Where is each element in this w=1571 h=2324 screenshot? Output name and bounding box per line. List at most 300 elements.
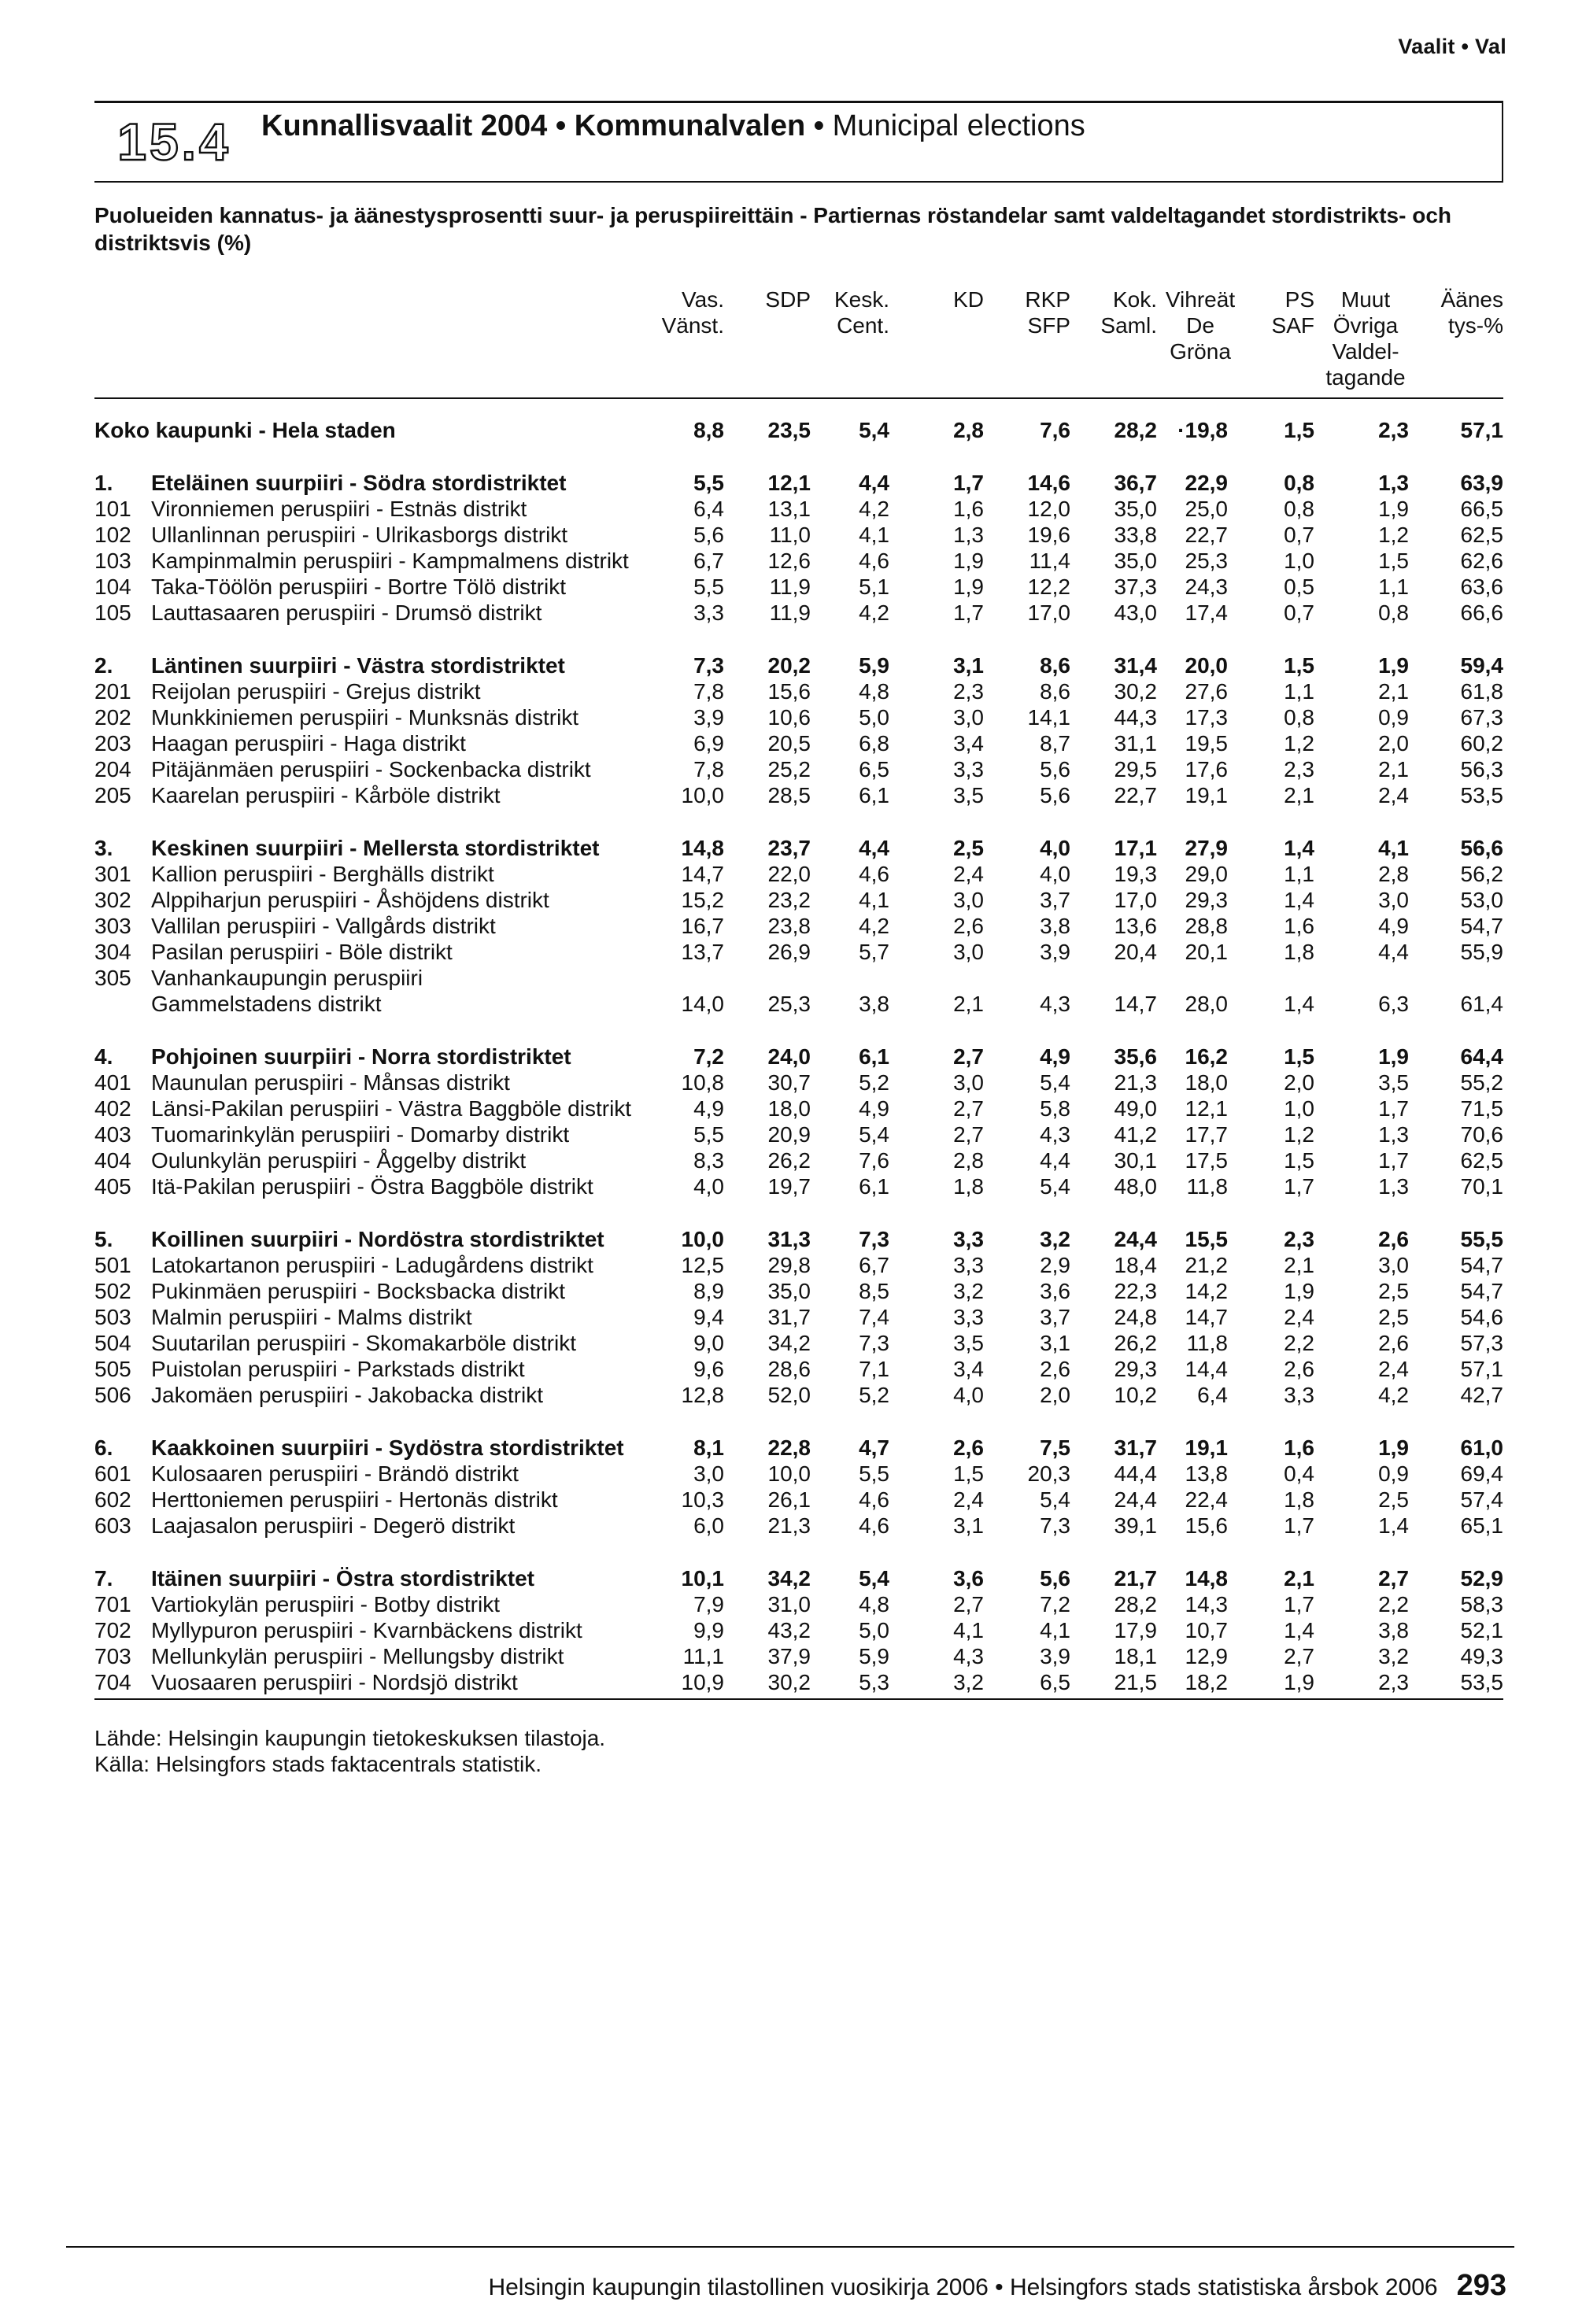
- cell-value: 4,1: [953, 1618, 984, 1642]
- cell-value: 19,5: [1185, 731, 1228, 756]
- cell-value: 31,7: [1114, 1435, 1157, 1460]
- cell-value: ·19,8: [1177, 418, 1228, 442]
- cell-value: 21,3: [1114, 1070, 1157, 1095]
- cell-value: 11,9: [769, 575, 811, 599]
- cell-value: 6,3: [1378, 992, 1409, 1016]
- cell-value: 5,5: [693, 1122, 724, 1147]
- row-name: Läntinen suurpiiri - Västra stordistriktet: [151, 653, 565, 678]
- cell-value: 4,4: [1378, 940, 1409, 964]
- cell-value: 15,2: [681, 888, 724, 912]
- cell-value: 7,1: [859, 1357, 889, 1381]
- row-name: Reijolan peruspiiri - Grejus distrikt: [151, 679, 481, 704]
- cell-value: 10,1: [681, 1566, 724, 1591]
- cell-value: 2,0: [1378, 731, 1409, 756]
- row-name: Munkkiniemen peruspiiri - Munksnäs distrikt: [151, 705, 579, 730]
- cell-value: 0,8: [1378, 600, 1409, 625]
- col-head-kd: KD: [953, 287, 984, 312]
- source-swedish: Källa: Helsingfors stads faktacentrals statistik.: [94, 1752, 542, 1776]
- cell-value: 11,8: [1186, 1331, 1228, 1355]
- row-code: 404: [94, 1148, 131, 1173]
- cell-value: 10,6: [767, 705, 811, 730]
- cell-value: 3,6: [953, 1566, 984, 1591]
- cell-value: 3,8: [1040, 914, 1070, 938]
- cell-value: 12,1: [767, 471, 811, 495]
- district-row: [0, 756, 1571, 782]
- district-row: [0, 887, 1571, 913]
- cell-value: 57,3: [1460, 1331, 1503, 1355]
- row-code: 103: [94, 549, 131, 573]
- cell-value: 3,5: [1378, 1070, 1409, 1095]
- row-code: 2.: [94, 653, 113, 678]
- total-row: [0, 417, 1571, 443]
- cell-value: 2,2: [1378, 1592, 1409, 1616]
- district-row-continued: [0, 991, 1571, 1017]
- cell-value: 31,0: [767, 1592, 811, 1616]
- cell-value: 22,3: [1114, 1279, 1157, 1303]
- cell-value: 4,9: [859, 1096, 889, 1121]
- cell-value: 43,2: [767, 1618, 811, 1642]
- cell-value: 7,2: [693, 1044, 724, 1069]
- cell-value: 20,1: [1185, 940, 1228, 964]
- cell-value: 3,3: [953, 1305, 984, 1329]
- cell-value: 1,1: [1284, 679, 1314, 704]
- cell-value: 2,5: [953, 836, 984, 860]
- cell-value: 3,0: [953, 1070, 984, 1095]
- cell-value: 7,6: [859, 1148, 889, 1173]
- cell-value: 2,6: [1040, 1357, 1070, 1381]
- cell-value: 1,4: [1284, 1618, 1314, 1642]
- cell-value: 4,2: [859, 497, 889, 521]
- cell-value: 35,0: [1114, 549, 1157, 573]
- cell-value: 29,3: [1114, 1357, 1157, 1381]
- cell-value: 4,7: [859, 1435, 889, 1460]
- cell-value: 30,1: [1114, 1148, 1157, 1173]
- cell-value: 52,1: [1460, 1618, 1503, 1642]
- cell-value: 2,1: [953, 992, 984, 1016]
- cell-value: 20,4: [1114, 940, 1157, 964]
- row-name: Malmin peruspiiri - Malms distrikt: [151, 1305, 472, 1329]
- cell-value: 12,6: [767, 549, 811, 573]
- cell-value: 4,1: [1378, 836, 1409, 860]
- cell-value: 17,5: [1185, 1148, 1228, 1173]
- cell-value: 6,8: [859, 731, 889, 756]
- col-head-ps: PS SAF: [1271, 287, 1314, 338]
- cell-value: 4,4: [1040, 1148, 1070, 1173]
- cell-value: 52,0: [767, 1383, 811, 1407]
- cell-value: 7,8: [693, 679, 724, 704]
- cell-value: 14,7: [1114, 992, 1157, 1016]
- cell-value: 63,6: [1460, 575, 1503, 599]
- cell-value: 13,8: [1185, 1461, 1228, 1486]
- row-name: Taka-Töölön peruspiiri - Bortre Tölö distrikt: [151, 575, 567, 599]
- cell-value: 19,3: [1114, 862, 1157, 886]
- district-row: [0, 1095, 1571, 1121]
- cell-value: 1,5: [1284, 653, 1314, 678]
- cell-value: 6,1: [859, 1044, 889, 1069]
- cell-value: 1,8: [1284, 940, 1314, 964]
- district-row: [0, 704, 1571, 730]
- cell-value: 3,1: [953, 653, 984, 678]
- cell-value: 0,7: [1284, 523, 1314, 547]
- cell-value: 17,7: [1185, 1122, 1228, 1147]
- cell-value: 0,8: [1284, 705, 1314, 730]
- cell-value: 9,4: [693, 1305, 724, 1329]
- cell-value: 2,3: [1284, 757, 1314, 781]
- cell-value: 18,0: [767, 1096, 811, 1121]
- cell-value: 23,7: [767, 836, 811, 860]
- cell-value: 19,7: [767, 1174, 811, 1199]
- district-row: [0, 496, 1571, 522]
- cell-value: 21,2: [1185, 1253, 1228, 1277]
- cell-value: 2,3: [1378, 1670, 1409, 1694]
- cell-value: 6,4: [693, 497, 724, 521]
- cell-value: 24,0: [767, 1044, 811, 1069]
- page-footer: [488, 2270, 1506, 2304]
- cell-value: 1,5: [953, 1461, 984, 1486]
- cell-value: 1,8: [1284, 1487, 1314, 1512]
- cell-value: 23,8: [767, 914, 811, 938]
- cell-value: 3,0: [693, 1461, 724, 1486]
- cell-value: 66,5: [1460, 497, 1503, 521]
- cell-value: 1,9: [1284, 1279, 1314, 1303]
- cell-value: 2,1: [1284, 1566, 1314, 1591]
- cell-value: 1,1: [1378, 575, 1409, 599]
- cell-value: 6,5: [1040, 1670, 1070, 1694]
- cell-value: 3,0: [953, 705, 984, 730]
- stordistrikt-row: [0, 835, 1571, 861]
- cell-value: 14,1: [1027, 705, 1070, 730]
- cell-value: 2,1: [1378, 679, 1409, 704]
- cell-value: 0,9: [1378, 1461, 1409, 1486]
- row-name: Kampinmalmin peruspiiri - Kampmalmens distrikt: [151, 549, 629, 573]
- cell-value: 4,1: [859, 523, 889, 547]
- cell-value: 9,9: [693, 1618, 724, 1642]
- cell-value: 5,1: [859, 575, 889, 599]
- cell-value: 35,0: [1114, 497, 1157, 521]
- cell-value: 3,4: [953, 1357, 984, 1381]
- cell-value: 20,9: [767, 1122, 811, 1147]
- cell-value: 0,9: [1378, 705, 1409, 730]
- cell-value: 2,3: [1284, 1227, 1314, 1251]
- row-code: 104: [94, 575, 131, 599]
- cell-value: 5,4: [1040, 1487, 1070, 1512]
- cell-value: 54,7: [1460, 1279, 1503, 1303]
- cell-value: 1,9: [1284, 1670, 1314, 1694]
- row-code: 4.: [94, 1044, 113, 1069]
- cell-value: 4,6: [859, 549, 889, 573]
- district-row: [0, 782, 1571, 808]
- cell-value: 53,0: [1460, 888, 1503, 912]
- cell-value: 5,9: [859, 1644, 889, 1668]
- cell-value: 1,7: [1378, 1148, 1409, 1173]
- cell-value: 18,4: [1114, 1253, 1157, 1277]
- cell-value: 48,0: [1114, 1174, 1157, 1199]
- cell-value: 3,5: [953, 1331, 984, 1355]
- cell-value: 53,5: [1460, 1670, 1503, 1694]
- cell-value: 6,0: [693, 1513, 724, 1538]
- cell-value: 5,9: [859, 653, 889, 678]
- cell-value: 10,8: [681, 1070, 724, 1095]
- cell-value: 5,7: [859, 940, 889, 964]
- cell-value: 29,0: [1185, 862, 1228, 886]
- cell-value: 12,9: [1185, 1644, 1228, 1668]
- cell-value: 1,0: [1284, 549, 1314, 573]
- cell-value: 57,4: [1460, 1487, 1503, 1512]
- col-head-vas: Vas. Vänst.: [661, 287, 724, 338]
- cell-value: 49,0: [1114, 1096, 1157, 1121]
- cell-value: 1,7: [1284, 1174, 1314, 1199]
- cell-value: 55,2: [1460, 1070, 1503, 1095]
- cell-value: 1,2: [1284, 731, 1314, 756]
- cell-value: 19,1: [1185, 783, 1228, 807]
- cell-value: 14,6: [1027, 471, 1070, 495]
- cell-value: 3,2: [953, 1670, 984, 1694]
- district-row: [0, 1278, 1571, 1304]
- cell-value: 62,5: [1460, 523, 1503, 547]
- cell-value: 11,9: [769, 600, 811, 625]
- cell-value: 1,5: [1284, 1148, 1314, 1173]
- cell-value: 2,7: [953, 1122, 984, 1147]
- cell-value: 4,1: [859, 888, 889, 912]
- cell-value: 2,0: [1284, 1070, 1314, 1095]
- cell-value: 3,3: [953, 1253, 984, 1277]
- cell-value: 55,9: [1460, 940, 1503, 964]
- cell-value: 4,8: [859, 679, 889, 704]
- cell-value: 4,6: [859, 862, 889, 886]
- cell-value: 5,4: [859, 1566, 889, 1591]
- cell-value: 3,2: [1040, 1227, 1070, 1251]
- table-subtitle: Puolueiden kannatus- ja äänestysprosentti suur- ja peruspiireittäin - Partiernas röstandelar samt valdeltagandet stordistrikts- och distriktsvis (%): [94, 203, 1452, 255]
- cell-value: 28,8: [1185, 914, 1228, 938]
- row-code: 504: [94, 1331, 131, 1355]
- row-code: 501: [94, 1253, 131, 1277]
- row-name: Kulosaaren peruspiiri - Brändö distrikt: [151, 1461, 519, 1486]
- cell-value: 23,5: [767, 418, 811, 442]
- cell-value: 5,4: [1040, 1174, 1070, 1199]
- cell-value: 5,0: [859, 1618, 889, 1642]
- cell-value: 15,5: [1185, 1227, 1228, 1251]
- row-name: Vuosaaren peruspiiri - Nordsjö distrikt: [151, 1670, 518, 1694]
- cell-value: 7,3: [693, 653, 724, 678]
- cell-value: 54,6: [1460, 1305, 1503, 1329]
- cell-value: 4,0: [1040, 862, 1070, 886]
- row-code: 204: [94, 757, 131, 781]
- cell-value: 28,5: [767, 783, 811, 807]
- cell-value: 70,1: [1460, 1174, 1503, 1199]
- cell-value: 54,7: [1460, 914, 1503, 938]
- row-name: Länsi-Pakilan peruspiiri - Västra Baggböle distrikt: [151, 1096, 632, 1121]
- row-name: Eteläinen suurpiiri - Södra stordistriktet: [151, 471, 567, 495]
- col-head-muut: Muut Övriga Valdel- tagande: [1325, 287, 1406, 390]
- cell-value: 3,3: [693, 600, 724, 625]
- cell-value: 15,6: [1185, 1513, 1228, 1538]
- cell-value: 29,3: [1185, 888, 1228, 912]
- cell-value: 35,6: [1114, 1044, 1157, 1069]
- cell-value: 1,3: [1378, 1122, 1409, 1147]
- row-name: Ullanlinnan peruspiiri - Ulrikasborgs distrikt: [151, 523, 568, 547]
- cell-value: 3,8: [859, 992, 889, 1016]
- cell-value: 22,9: [1185, 471, 1228, 495]
- cell-value: 4,2: [859, 914, 889, 938]
- cell-value: 1,3: [1378, 1174, 1409, 1199]
- cell-value: 2,5: [1378, 1305, 1409, 1329]
- cell-value: 4,9: [1378, 914, 1409, 938]
- cell-value: 31,1: [1114, 731, 1157, 756]
- cell-value: 5,2: [859, 1383, 889, 1407]
- district-row: [0, 1304, 1571, 1330]
- district-row: [0, 1382, 1571, 1408]
- cell-value: 31,7: [767, 1305, 811, 1329]
- cell-value: 1,0: [1284, 1096, 1314, 1121]
- cell-value: 21,3: [767, 1513, 811, 1538]
- cell-value: 2,3: [953, 679, 984, 704]
- cell-value: 4,0: [1040, 836, 1070, 860]
- row-code: 603: [94, 1513, 131, 1538]
- row-code: 403: [94, 1122, 131, 1147]
- cell-value: 5,6: [693, 523, 724, 547]
- cell-value: 66,6: [1460, 600, 1503, 625]
- cell-value: 2,5: [1378, 1279, 1409, 1303]
- source-finnish: Lähde: Helsingin kaupungin tietokeskuksen tilastoja.: [94, 1726, 606, 1750]
- cell-value: 17,0: [1027, 600, 1070, 625]
- cell-value: 2,7: [1378, 1566, 1409, 1591]
- cell-value: 1,3: [1378, 471, 1409, 495]
- cell-value: 29,5: [1114, 757, 1157, 781]
- cell-value: 12,5: [681, 1253, 724, 1277]
- district-row: [0, 861, 1571, 887]
- cell-value: 21,5: [1114, 1670, 1157, 1694]
- cell-value: 1,6: [1284, 1435, 1314, 1460]
- cell-value: 2,8: [953, 418, 984, 442]
- cell-value: 18,0: [1185, 1070, 1228, 1095]
- cell-value: 28,2: [1114, 418, 1157, 442]
- cell-value: 12,1: [1185, 1096, 1228, 1121]
- cell-value: 56,3: [1460, 757, 1503, 781]
- cell-value: 3,3: [953, 757, 984, 781]
- cell-value: 28,2: [1114, 1592, 1157, 1616]
- cell-value: 10,7: [1185, 1618, 1228, 1642]
- cell-value: 3,5: [953, 783, 984, 807]
- cell-value: 4,6: [859, 1487, 889, 1512]
- cell-value: 7,3: [859, 1331, 889, 1355]
- district-row: [0, 1461, 1571, 1487]
- cell-value: 21,7: [1114, 1566, 1157, 1591]
- cell-value: 2,4: [953, 1487, 984, 1512]
- district-row: [0, 1487, 1571, 1513]
- district-row: [0, 965, 1571, 991]
- row-name: Alppiharjun peruspiiri - Åshöjdens distrikt: [151, 888, 549, 912]
- cell-value: 1,4: [1284, 836, 1314, 860]
- header-rule: [94, 397, 1503, 399]
- cell-value: 57,1: [1460, 1357, 1503, 1381]
- cell-value: 1,7: [953, 471, 984, 495]
- table-bottom-rule: [94, 1698, 1503, 1700]
- cell-value: 0,8: [1284, 471, 1314, 495]
- cell-value: 29,8: [767, 1253, 811, 1277]
- cell-value: 25,3: [767, 992, 811, 1016]
- cell-value: 37,9: [767, 1644, 811, 1668]
- cell-value: 30,7: [767, 1070, 811, 1095]
- cell-value: 7,3: [1040, 1513, 1070, 1538]
- page-number: 293: [1456, 2269, 1506, 2302]
- cell-value: 3,7: [1040, 1305, 1070, 1329]
- cell-value: 8,5: [859, 1279, 889, 1303]
- cell-value: 5,6: [1040, 757, 1070, 781]
- cell-value: 2,0: [1040, 1383, 1070, 1407]
- row-code: 105: [94, 600, 131, 625]
- cell-value: 1,5: [1378, 549, 1409, 573]
- col-head-vihreat: Vihreät De Gröna: [1165, 287, 1236, 364]
- cell-value: 12,0: [1027, 497, 1070, 521]
- cell-value: 2,6: [1378, 1227, 1409, 1251]
- cell-value: 57,1: [1460, 418, 1503, 442]
- cell-value: 33,8: [1114, 523, 1157, 547]
- row-name: Myllypuron peruspiiri - Kvarnbäckens distrikt: [151, 1618, 582, 1642]
- cell-value: 63,9: [1460, 471, 1503, 495]
- cell-value: 3,9: [693, 705, 724, 730]
- row-name: Keskinen suurpiiri - Mellersta stordistriktet: [151, 836, 600, 860]
- district-row: [0, 1356, 1571, 1382]
- cell-value: 2,2: [1284, 1331, 1314, 1355]
- cell-value: 67,3: [1460, 705, 1503, 730]
- row-code: 304: [94, 940, 131, 964]
- row-code: 3.: [94, 836, 113, 860]
- cell-value: 17,9: [1114, 1618, 1157, 1642]
- row-code: 401: [94, 1070, 131, 1095]
- cell-value: 7,5: [1040, 1435, 1070, 1460]
- cell-value: 62,5: [1460, 1148, 1503, 1173]
- row-code: 506: [94, 1383, 131, 1407]
- cell-value: 14,0: [681, 992, 724, 1016]
- cell-value: 69,4: [1460, 1461, 1503, 1486]
- footer-rule: [66, 2246, 1514, 2248]
- row-name: Vartiokylän peruspiiri - Botby distrikt: [151, 1592, 500, 1616]
- district-row: [0, 1643, 1571, 1669]
- cell-value: 17,3: [1185, 705, 1228, 730]
- cell-value: 26,9: [767, 940, 811, 964]
- cell-value: 25,3: [1185, 549, 1228, 573]
- cell-value: 16,2: [1185, 1044, 1228, 1069]
- cell-value: 35,0: [767, 1279, 811, 1303]
- row-name: Lauttasaaren peruspiiri - Drumsö distrikt: [151, 600, 542, 625]
- cell-value: 4,0: [953, 1383, 984, 1407]
- cell-value: 1,7: [1284, 1592, 1314, 1616]
- cell-value: 5,5: [693, 575, 724, 599]
- row-name: Kallion peruspiiri - Berghälls distrikt: [151, 862, 494, 886]
- cell-value: 10,0: [681, 1227, 724, 1251]
- row-name: Herttoniemen peruspiiri - Hertonäs distrikt: [151, 1487, 558, 1512]
- cell-value: 1,6: [1284, 914, 1314, 938]
- row-name: Suutarilan peruspiiri - Skomakarböle distrikt: [151, 1331, 576, 1355]
- cell-value: 17,1: [1114, 836, 1157, 860]
- table-title-regular: Municipal elections: [832, 109, 1085, 142]
- cell-value: 27,6: [1185, 679, 1228, 704]
- row-name: Vallilan peruspiiri - Vallgårds distrikt: [151, 914, 496, 938]
- cell-value: 3,0: [1378, 1253, 1409, 1277]
- cell-value: 3,7: [1040, 888, 1070, 912]
- cell-value: 7,8: [693, 757, 724, 781]
- cell-value: 17,0: [1114, 888, 1157, 912]
- row-name: Oulunkylän peruspiiri - Åggelby distrikt: [151, 1148, 527, 1173]
- cell-value: 11,8: [1186, 1174, 1228, 1199]
- cell-value: 19,6: [1027, 523, 1070, 547]
- row-code: 502: [94, 1279, 131, 1303]
- cell-value: 14,3: [1185, 1592, 1228, 1616]
- cell-value: 7,9: [693, 1592, 724, 1616]
- cell-value: 2,8: [1378, 862, 1409, 886]
- cell-value: 49,3: [1460, 1644, 1503, 1668]
- cell-value: 1,2: [1378, 523, 1409, 547]
